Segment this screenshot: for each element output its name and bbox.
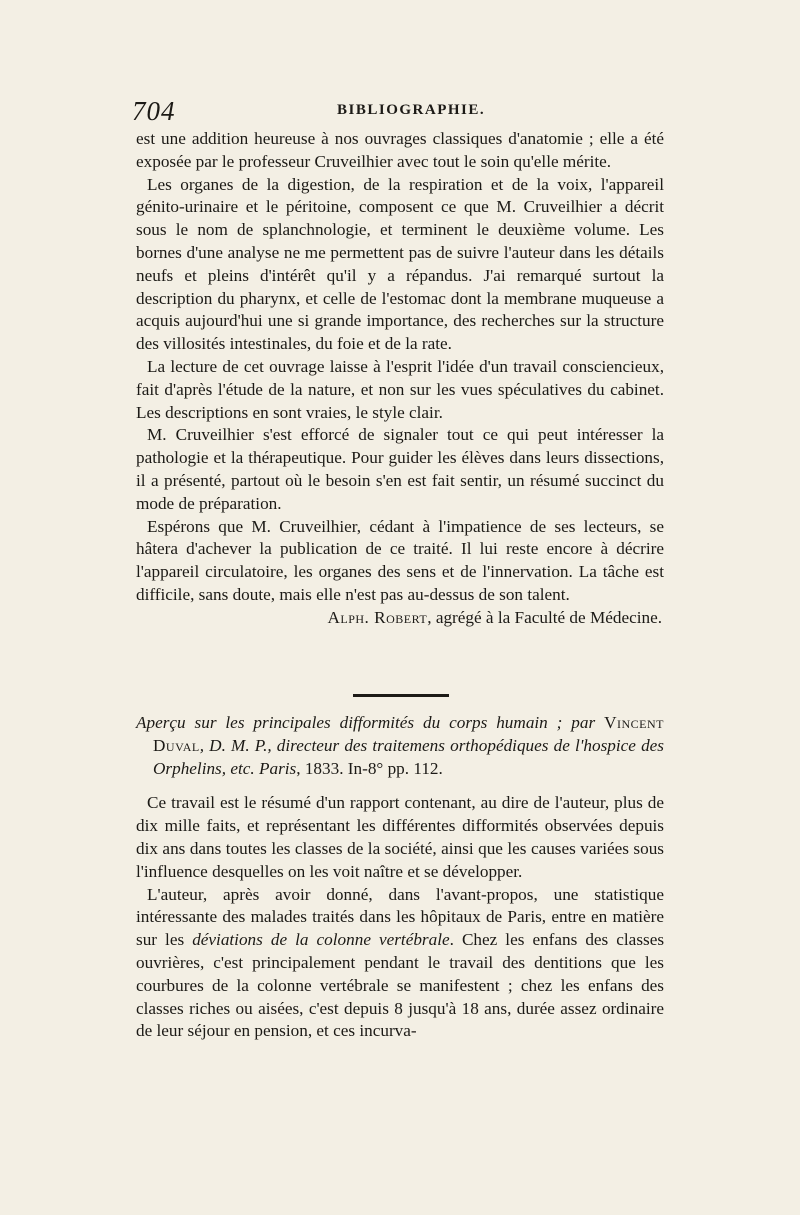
emphasis-text: déviations de la colonne vertébrale <box>192 930 450 950</box>
paragraph: Ce travail est le résumé d'un rapport contenant, au dire de l'auteur, plus de dix mille faits, et représentant les différentes difformités observées depuis dix ans dans toutes les classes de la société, ainsi que les causes variées sous l'influence desquelles on les voit naître et se développer. <box>136 793 664 881</box>
page-number: 704 <box>132 96 176 126</box>
paragraph-text: . Chez les enfans des classes ouvrières, c'est principalement pendant le travail des dentitions que les courbures de la colonne vertébrale se manifestent ; chez les enfans des classes riches ou aisées, c'est depuis 8 jusqu'à 18 ans, durée assez ordinaire de leur séjour en pension, et ces incurva- <box>136 930 665 1041</box>
signature-affiliation: , agrégé à la Faculté de Médecine. <box>427 607 662 627</box>
paragraph <box>136 884 664 1044</box>
signature-name: Alph. Robert <box>327 607 428 627</box>
running-head: BIBLIOGRAPHIE. <box>337 102 486 118</box>
paragraph: La lecture de cet ouvrage laisse à l'esprit l'idée d'un travail consciencieux, fait d'après l'étude de la nature, et non sur les vues spéculatives du cabinet. Les descriptions en sont vraies, le style clair. <box>136 356 664 422</box>
paragraph: Les organes de la digestion, de la respiration et de la voix, l'appareil génito-urinaire et le péritoine, composent ce que M. Cruveilhier a décrit sous le nom de splanchnologie, et terminent le deuxième volume. Les bornes d'une analyse ne me permettent pas de suivre l'auteur dans les détails neufs et pleins d'intérêt qu'il y a répandus. J'ai remarqué surtout la description du pharynx, et celle de l'estomac dont la membrane muqueuse a acquis aujourd'hui une si grande importance, des recherches sur la structure des villosités intestinales, du foie et de la rate. <box>136 174 664 354</box>
entry-author: Vincent Duval <box>153 713 664 755</box>
page-header <box>132 96 672 128</box>
paragraph: Espérons que M. Cruveilhier, cédant à l'impatience de ses lecteurs, se hâtera d'achever la publication de ce traité. Il lui reste encore à décrire l'appareil circulatoire, les organes des sens et de l'innervation. La tâche est difficile, sans doute, mais elle n'est pas au-dessus de son talent. <box>136 516 664 604</box>
entry-title-continued: , D. M. P., directeur des traitemens orthopédiques de l'hospice des Orphelins, etc. Paris <box>153 735 664 778</box>
review-signature <box>136 607 664 630</box>
entry-publication: , 1833. In-8° pp. 112. <box>296 758 443 778</box>
bibliographic-entry <box>136 712 664 780</box>
entry-title: Aperçu sur les principales difformités du corps humain ; par <box>136 713 605 732</box>
paragraph: M. Cruveilhier s'est efforcé de signaler tout ce qui peut intéresser la pathologie et la thérapeutique. Pour guider les élèves dans leurs dissections, il a présenté, partout où le besoin s'en est fait sentir, un résumé succinct du mode de préparation. <box>136 425 664 513</box>
review-cruveilhier <box>136 128 664 630</box>
review-duval <box>136 712 664 1043</box>
paragraph: est une addition heureuse à nos ouvrages classiques d'anatomie ; elle a été exposée par le professeur Cruveilhier avec tout le soin qu'elle mérite. <box>136 129 664 171</box>
paragraph-text: L'auteur, après avoir donné, dans l'avant-propos, une statistique intéressante des malades traités dans les hôpitaux de Paris, entre en matière sur les <box>136 884 664 950</box>
section-divider <box>353 694 449 697</box>
